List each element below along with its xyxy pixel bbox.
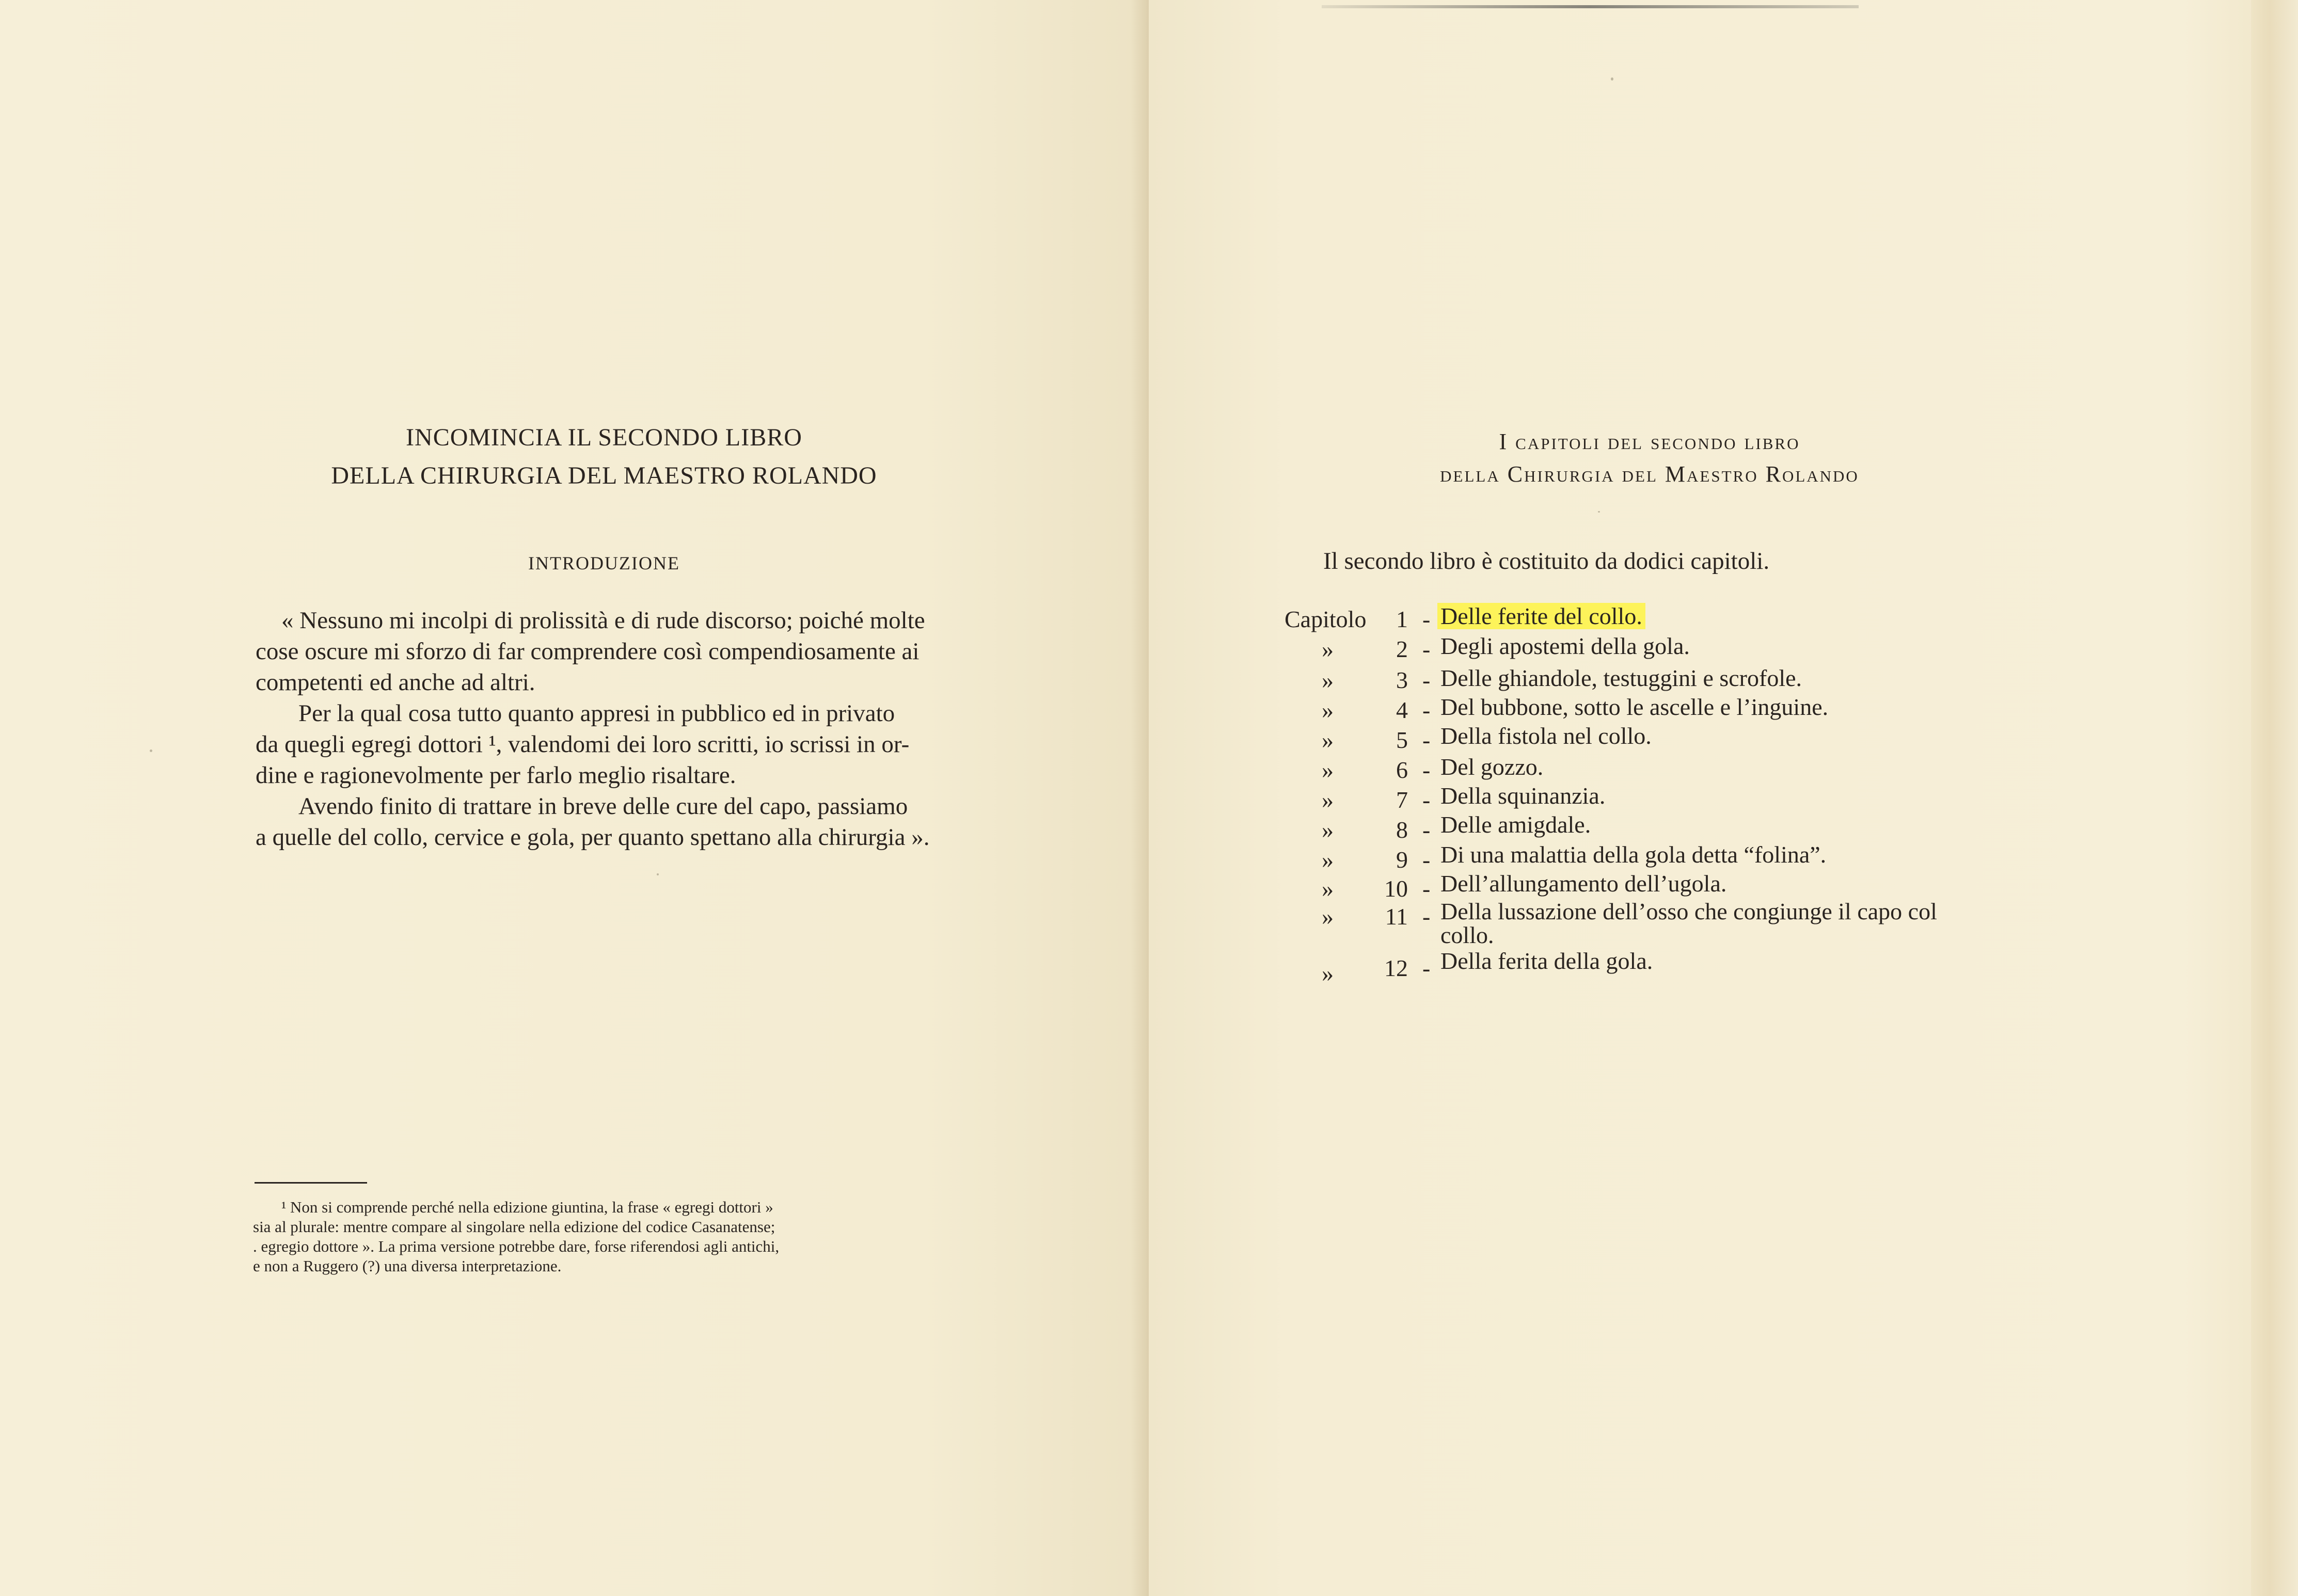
chapter-dash: - xyxy=(1422,757,1431,783)
chapter-label: Capitolo xyxy=(1285,606,1367,632)
chapter-dash: - xyxy=(1422,817,1431,843)
chapter-number: 10 xyxy=(1384,875,1408,902)
chapter-number: 11 xyxy=(1385,903,1408,930)
chapter-number: 3 xyxy=(1396,667,1408,693)
chapter-dash: - xyxy=(1422,727,1431,753)
chapter-number: 7 xyxy=(1396,787,1408,813)
chapter-dash: - xyxy=(1422,955,1431,981)
body-line: da quegli egregi dottori ¹, valendomi dei loro scritti, io scrissi in or- xyxy=(256,731,910,758)
paper-speck xyxy=(1598,511,1600,513)
paper-speck xyxy=(1611,77,1613,81)
left-title-line-2: DELLA CHIRURGIA DEL MAESTRO ROLANDO xyxy=(331,462,877,489)
chapter-number: 1 xyxy=(1396,606,1408,632)
chapter-number: 4 xyxy=(1396,697,1408,723)
ditto-mark: » xyxy=(1322,636,1334,662)
chapter-dash: - xyxy=(1422,697,1431,723)
chapter-title: Delle ghiandole, testuggini e scrofole. xyxy=(1440,665,1802,691)
ditto-mark: » xyxy=(1322,667,1334,693)
chapter-dash: - xyxy=(1422,787,1431,813)
paper-speck xyxy=(150,749,152,752)
left-title-line-1: INCOMINCIA IL SECONDO LIBRO xyxy=(406,424,802,451)
chapter-dash: - xyxy=(1422,847,1431,873)
right-title-line-2: della Chirurgia del Maestro Rolando xyxy=(1440,461,1859,487)
top-edge-mark xyxy=(1322,5,1859,8)
chapter-title: Del bubbone, sotto le ascelle e l’inguine. xyxy=(1440,694,1829,720)
section-heading: INTRODUZIONE xyxy=(528,553,680,573)
chapter-dash: - xyxy=(1422,903,1431,930)
chapter-dash: - xyxy=(1422,606,1431,632)
chapter-dash: - xyxy=(1422,636,1431,662)
footnote-line: ¹ Non si comprende perché nella edizione giuntina, la frase « egregi dottori » xyxy=(281,1198,773,1216)
chapter-title: Degli apostemi della gola. xyxy=(1440,633,1690,659)
ditto-mark: » xyxy=(1322,847,1334,873)
ditto-mark: » xyxy=(1322,875,1334,902)
footnote-rule xyxy=(255,1182,367,1184)
ditto-mark: » xyxy=(1322,697,1334,723)
ditto-mark: » xyxy=(1322,787,1334,813)
footnote-line: e non a Ruggero (?) una diversa interpretazione. xyxy=(253,1257,562,1275)
ditto-mark: » xyxy=(1322,903,1334,930)
chapter-title: Dell’allungamento dell’ugola. xyxy=(1440,870,1727,897)
chapter-title xyxy=(1440,602,1645,631)
body-line: cose oscure mi sforzo di far comprendere così compendiosamente ai xyxy=(256,638,920,665)
chapter-number: 6 xyxy=(1396,757,1408,783)
right-page xyxy=(1149,0,2298,1596)
page-edge xyxy=(2251,0,2298,1596)
footnote-line: . egregio dottore ». La prima versione potrebbe dare, forse riferendosi agli antichi, xyxy=(253,1237,780,1255)
chapter-number: 2 xyxy=(1396,636,1408,662)
chapter-title: Delle amigdale. xyxy=(1440,811,1591,838)
ditto-mark: » xyxy=(1322,727,1334,753)
ditto-mark: » xyxy=(1322,817,1334,843)
body-line: Per la qual cosa tutto quanto appresi in pubblico ed in privato xyxy=(298,700,895,727)
chapter-dash: - xyxy=(1422,667,1431,693)
footnote-line: sia al plurale: mentre compare al singolare nella edizione del codice Casanatense; xyxy=(253,1218,775,1236)
chapters-intro: Il secondo libro è costituito da dodici capitoli. xyxy=(1323,548,1770,574)
chapter-number: 12 xyxy=(1384,955,1408,981)
chapter-title: Della ferita della gola. xyxy=(1440,948,1653,974)
chapter-number: 5 xyxy=(1396,727,1408,753)
chapter-title-continuation: collo. xyxy=(1440,922,1494,948)
chapter-title: Della fistola nel collo. xyxy=(1440,723,1652,749)
body-line: « Nessuno mi incolpi di prolissità e di rude discorso; poiché molte xyxy=(281,607,925,634)
highlighted-chapter-title: Delle ferite del collo. xyxy=(1437,603,1645,629)
chapter-number: 8 xyxy=(1396,817,1408,843)
body-line: Avendo finito di trattare in breve delle cure del capo, passiamo xyxy=(298,793,908,820)
chapter-dash: - xyxy=(1422,875,1431,902)
ditto-mark: » xyxy=(1322,757,1334,783)
chapter-title: Del gozzo. xyxy=(1440,754,1544,780)
chapter-number: 9 xyxy=(1396,847,1408,873)
chapter-title: Della lussazione dell’osso che congiunge il capo col xyxy=(1440,898,1937,924)
body-line: competenti ed anche ad altri. xyxy=(256,669,535,696)
body-line: a quelle del collo, cervice e gola, per quanto spettano alla chirurgia ». xyxy=(256,824,930,851)
chapter-title: Della squinanzia. xyxy=(1440,783,1606,809)
right-title-line-1: I capitoli del secondo libro xyxy=(1499,429,1800,454)
body-line: dine e ragionevolmente per farlo meglio risaltare. xyxy=(256,762,736,789)
chapter-title: Di una malattia della gola detta “folina”. xyxy=(1440,841,1827,868)
ditto-mark: » xyxy=(1322,960,1334,986)
paper-speck xyxy=(657,873,659,875)
